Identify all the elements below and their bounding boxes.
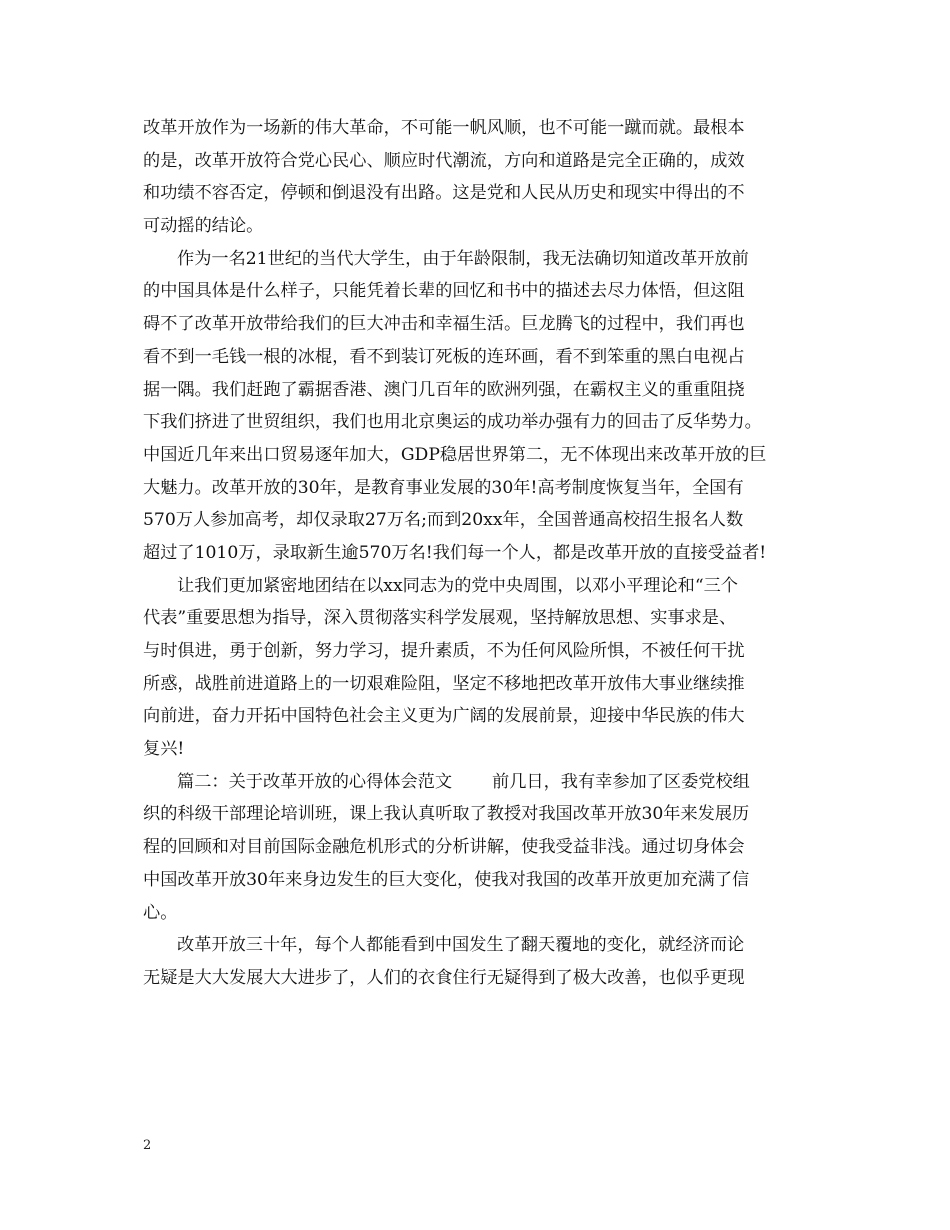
text-line: 570万人参加高考，却仅录取27万名;而到20xx年，全国普通高校招生报名人数: [143, 510, 744, 531]
text-line: 可动摇的结论。: [143, 216, 264, 237]
text-line: 超过了1010万，录取新生逾570万名!我们每一个人，都是改革开放的直接受益者!: [143, 542, 767, 563]
paragraph-4: [143, 766, 823, 929]
paragraph-5: [143, 929, 823, 994]
section-heading: 篇二：关于改革开放的心得体会范文: [177, 771, 453, 792]
document-body: [143, 112, 823, 995]
text-line: 与时俱进，勇于创新，努力学习，提升素质，不为任何风险所惧，不被任何干扰: [143, 641, 745, 661]
page-number: 2: [143, 1138, 152, 1153]
text-line: 的是，改革开放符合党心民心、顺应时代潮流，方向和道路是完全正确的，成效: [143, 150, 745, 171]
text-line: 程的回顾和对目前国际金融危机形式的分析讲解，使我受益非浅。通过切身体会: [143, 837, 745, 858]
text-line: 代表”重要思想为指导，深入贯彻落实科学发展观，坚持解放思想、实事求是、: [143, 608, 737, 629]
text-line: 无疑是大大发展大大进步了，人们的衣食住行无疑得到了极大改善，也似乎更现: [143, 967, 745, 988]
text-line: 中国改革开放30年来身边发生的巨大变化，使我对我国的改革开放更加充满了信: [143, 869, 750, 890]
text-line: 改革开放三十年，每个人都能看到中国发生了翻天覆地的变化，就经济而论: [177, 935, 745, 956]
text-line: 让我们更加紧密地团结在以xx同志为的党中央周围，以邓小平理论和“三个: [177, 575, 738, 596]
text-line: 复兴!: [143, 739, 185, 760]
text-line: [143, 766, 823, 799]
text-line: 织的科级干部理论培训班，课上我认真听取了教授对我国改革开放30年来发展历: [143, 804, 750, 825]
text-line: 的中国具体是什么样子，只能凭着长辈的回忆和书中的描述去尽力体悟，但这阻: [143, 281, 745, 302]
text-segment: 前几日，我有幸参加了区委党校组: [492, 771, 750, 792]
text-line: 改革开放作为一场新的伟大革命，不可能一帆风顺，也不可能一蹴而就。最根本: [143, 118, 745, 138]
text-line: 向前进，奋力开拓中国特色社会主义更为广阔的发展前景，迎接中华民族的伟大: [143, 706, 745, 727]
text-line: 中国近几年来出口贸易逐年加大，GDP稳居世界第二，无不体现出来改革开放的巨: [143, 444, 767, 465]
paragraph-3: [143, 570, 823, 766]
text-line: 作为一名21世纪的当代大学生，由于年龄限制，我无法确切知道改革开放前: [177, 248, 749, 269]
text-line: 所惑，战胜前进道路上的一切艰难险阻，坚定不移地把改革开放伟大事业继续推: [143, 673, 745, 694]
text-line: 碍不了改革开放带给我们的巨大冲击和幸福生活。巨龙腾飞的过程中，我们再也: [143, 314, 745, 335]
text-line: 下我们挤进了世贸组织，我们也用北京奥运的成功举办强有力的回击了反华势力。: [143, 412, 762, 433]
text-line: 心。: [143, 902, 178, 923]
text-line: 大魅力。改革开放的30年，是教育事业发展的30年!高考制度恢复当年，全国有: [143, 477, 744, 498]
text-line: 和功绩不容否定，停顿和倒退没有出路。这是党和人民从历史和现实中得出的不: [143, 183, 745, 204]
paragraph-2: [143, 243, 823, 570]
paragraph-1: [143, 112, 823, 243]
text-line: 看不到一毛钱一根的冰棍，看不到装订死板的连环画，看不到笨重的黑白电视占: [143, 346, 745, 367]
text-line: 据一隅。我们赶跑了霸据香港、澳门几百年的欧洲列强，在霸权主义的重重阻挠: [143, 379, 745, 400]
